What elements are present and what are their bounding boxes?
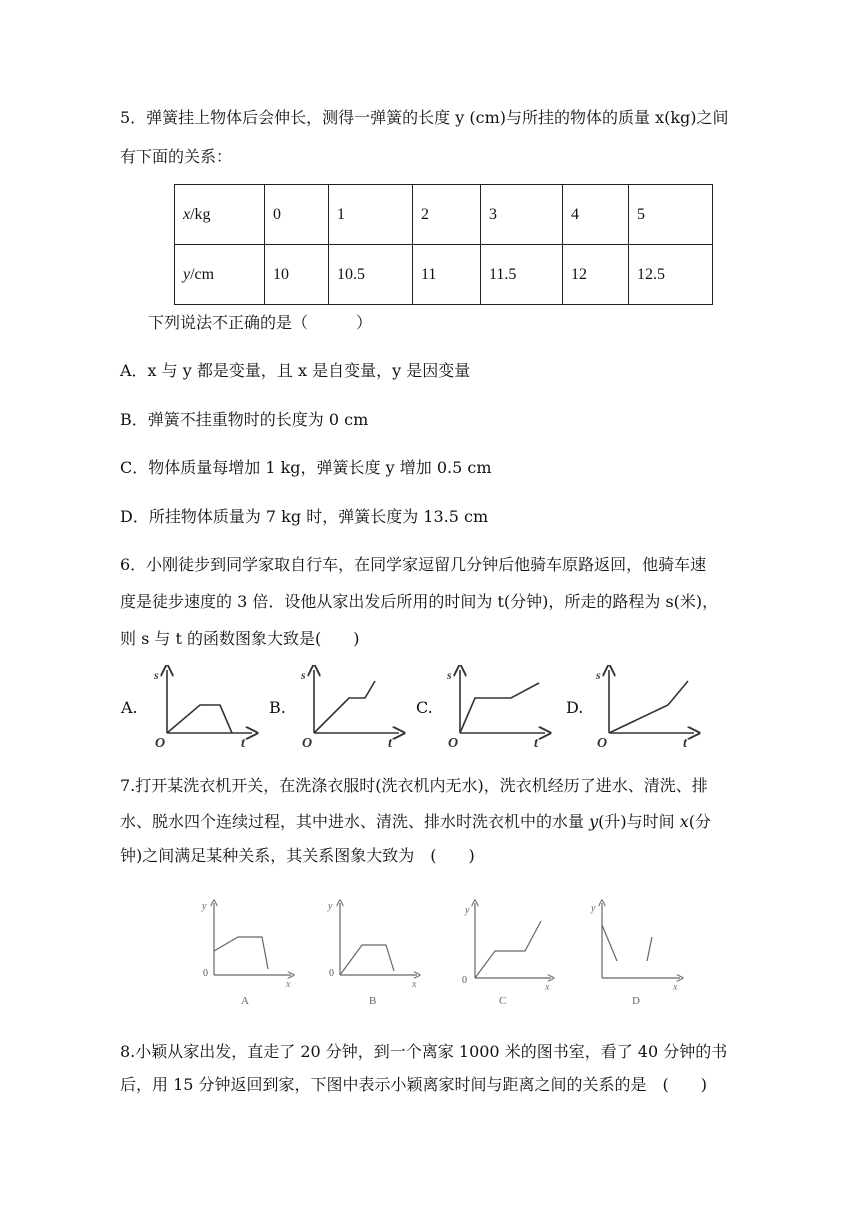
origin-label: O [597, 736, 608, 750]
axis-label-t: t [241, 736, 245, 750]
q7-graph-d[interactable] [585, 895, 685, 1010]
graph-line [167, 705, 232, 733]
table-header-x: x/kg [175, 185, 265, 245]
q7-graph-c[interactable] [455, 895, 555, 1010]
table-cell: 1 [329, 185, 413, 245]
axis-label-x: x [545, 982, 550, 993]
spring-data-table [174, 184, 713, 305]
axis-label-t: t [534, 736, 538, 750]
graph-line [475, 921, 541, 978]
table-cell: 2 [413, 185, 481, 245]
axis-label-y: y [465, 905, 470, 916]
table-cell: 10.5 [329, 245, 413, 305]
q5-option-b[interactable]: B．弹簧不挂重物时的长度为 0 cm [120, 410, 369, 429]
q6-option-a-label[interactable]: A. [121, 698, 138, 717]
graph-line [314, 681, 375, 733]
q7-option-d-label[interactable]: D [632, 995, 640, 1007]
axis-label-s: s [301, 668, 306, 682]
q6-text-line3: 则 s 与 t 的函数图象大致是( ) [120, 629, 360, 648]
table-header-y: y/cm [175, 245, 265, 305]
origin-label: 0 [462, 975, 467, 986]
q5-text-line2: 有下面的关系： [120, 147, 233, 166]
table-cell: 11.5 [481, 245, 563, 305]
q7-text-line2: 水、脱水四个连续过程，其中进水、清洗、排水时洗衣机中的水量 y(升)与时间 x(分 [120, 812, 711, 831]
table-cell: 11 [413, 245, 481, 305]
graph-line [214, 937, 268, 969]
q6-graph-b[interactable] [297, 665, 407, 750]
table-row-x [175, 185, 713, 245]
q7-graph-b[interactable] [324, 895, 424, 1010]
q7-option-b-label[interactable]: B [369, 995, 377, 1007]
axis-label-y: y [591, 903, 596, 914]
q7-text-line3: 钟)之间满足某种关系，其关系图象大致为 ( ) [120, 846, 475, 865]
origin-label: O [302, 736, 313, 750]
axis-label-t: t [388, 736, 392, 750]
q6-graph-a[interactable] [150, 665, 260, 750]
q8-text-line1: 8.小颖从家出发，直走了 20 分钟，到一个离家 1000 米的图书室，看了 40 分钟的书 [120, 1042, 728, 1061]
q8-text-line2: 后，用 15 分钟返回到家，下图中表示小颖离家时间与距离之间的关系的是 ( ) [120, 1075, 708, 1094]
q6-option-d-label[interactable]: D. [566, 698, 584, 717]
axis-label-t: t [683, 736, 687, 750]
q7-option-c-label[interactable]: C [499, 995, 507, 1007]
origin-label: O [448, 736, 459, 750]
q7-text-line1: 7.打开某洗衣机开关，在洗涤衣服时(洗衣机内无水)，洗衣机经历了进水、清洗、排 [120, 776, 708, 795]
q6-graph-d[interactable] [592, 665, 702, 750]
axis-label-s: s [154, 668, 159, 682]
q6-option-c-label[interactable]: C. [416, 698, 433, 717]
q5-prompt: 下列说法不正确的是（ ） [148, 313, 373, 332]
axis-label-x: x [286, 979, 291, 990]
axis-label-x: x [673, 982, 678, 993]
q6-option-b-label[interactable]: B. [269, 698, 286, 717]
axis-label-y: y [328, 901, 333, 912]
axis-label-s: s [447, 668, 452, 682]
origin-label: 0 [329, 968, 334, 979]
axis-label-s: s [596, 668, 601, 682]
table-cell: 12 [563, 245, 629, 305]
q7-graph-a[interactable] [198, 895, 298, 1010]
origin-label: O [155, 736, 166, 750]
q6-text-line2: 度是徒步速度的 3 倍．设他从家出发后所用的时间为 t(分钟)，所走的路程为 s(米)， [120, 592, 719, 611]
q5-option-a[interactable]: A．x 与 y 都是变量，且 x 是自变量，y 是因变量 [120, 361, 471, 380]
q5-option-d[interactable]: D．所挂物体质量为 7 kg 时，弹簧长度为 13.5 cm [120, 507, 489, 526]
table-cell: 4 [563, 185, 629, 245]
axis-label-x: x [412, 979, 417, 990]
graph-line [460, 683, 539, 733]
table-cell: 12.5 [629, 245, 713, 305]
graph-line [340, 945, 394, 975]
table-cell: 3 [481, 185, 563, 245]
graph-line [609, 681, 688, 733]
table-cell: 10 [265, 245, 329, 305]
q6-text-line1: 6．小刚徒步到同学家取自行车，在同学家逗留几分钟后他骑车原路返回，他骑车速 [120, 555, 707, 574]
q5-option-c[interactable]: C．物体质量每增加 1 kg，弹簧长度 y 增加 0.5 cm [120, 458, 492, 477]
q5-text-line1: 5．弹簧挂上物体后会伸长，测得一弹簧的长度 y (cm)与所挂的物体的质量 x(kg)之间 [120, 108, 729, 127]
origin-label: 0 [203, 968, 208, 979]
table-row-y [175, 245, 713, 305]
table-cell: 0 [265, 185, 329, 245]
q6-graph-c[interactable] [443, 665, 553, 750]
graph-line [647, 937, 652, 961]
q7-option-a-label[interactable]: A [241, 995, 249, 1007]
axis-label-y: y [202, 901, 207, 912]
graph-line [602, 925, 617, 961]
table-cell: 5 [629, 185, 713, 245]
